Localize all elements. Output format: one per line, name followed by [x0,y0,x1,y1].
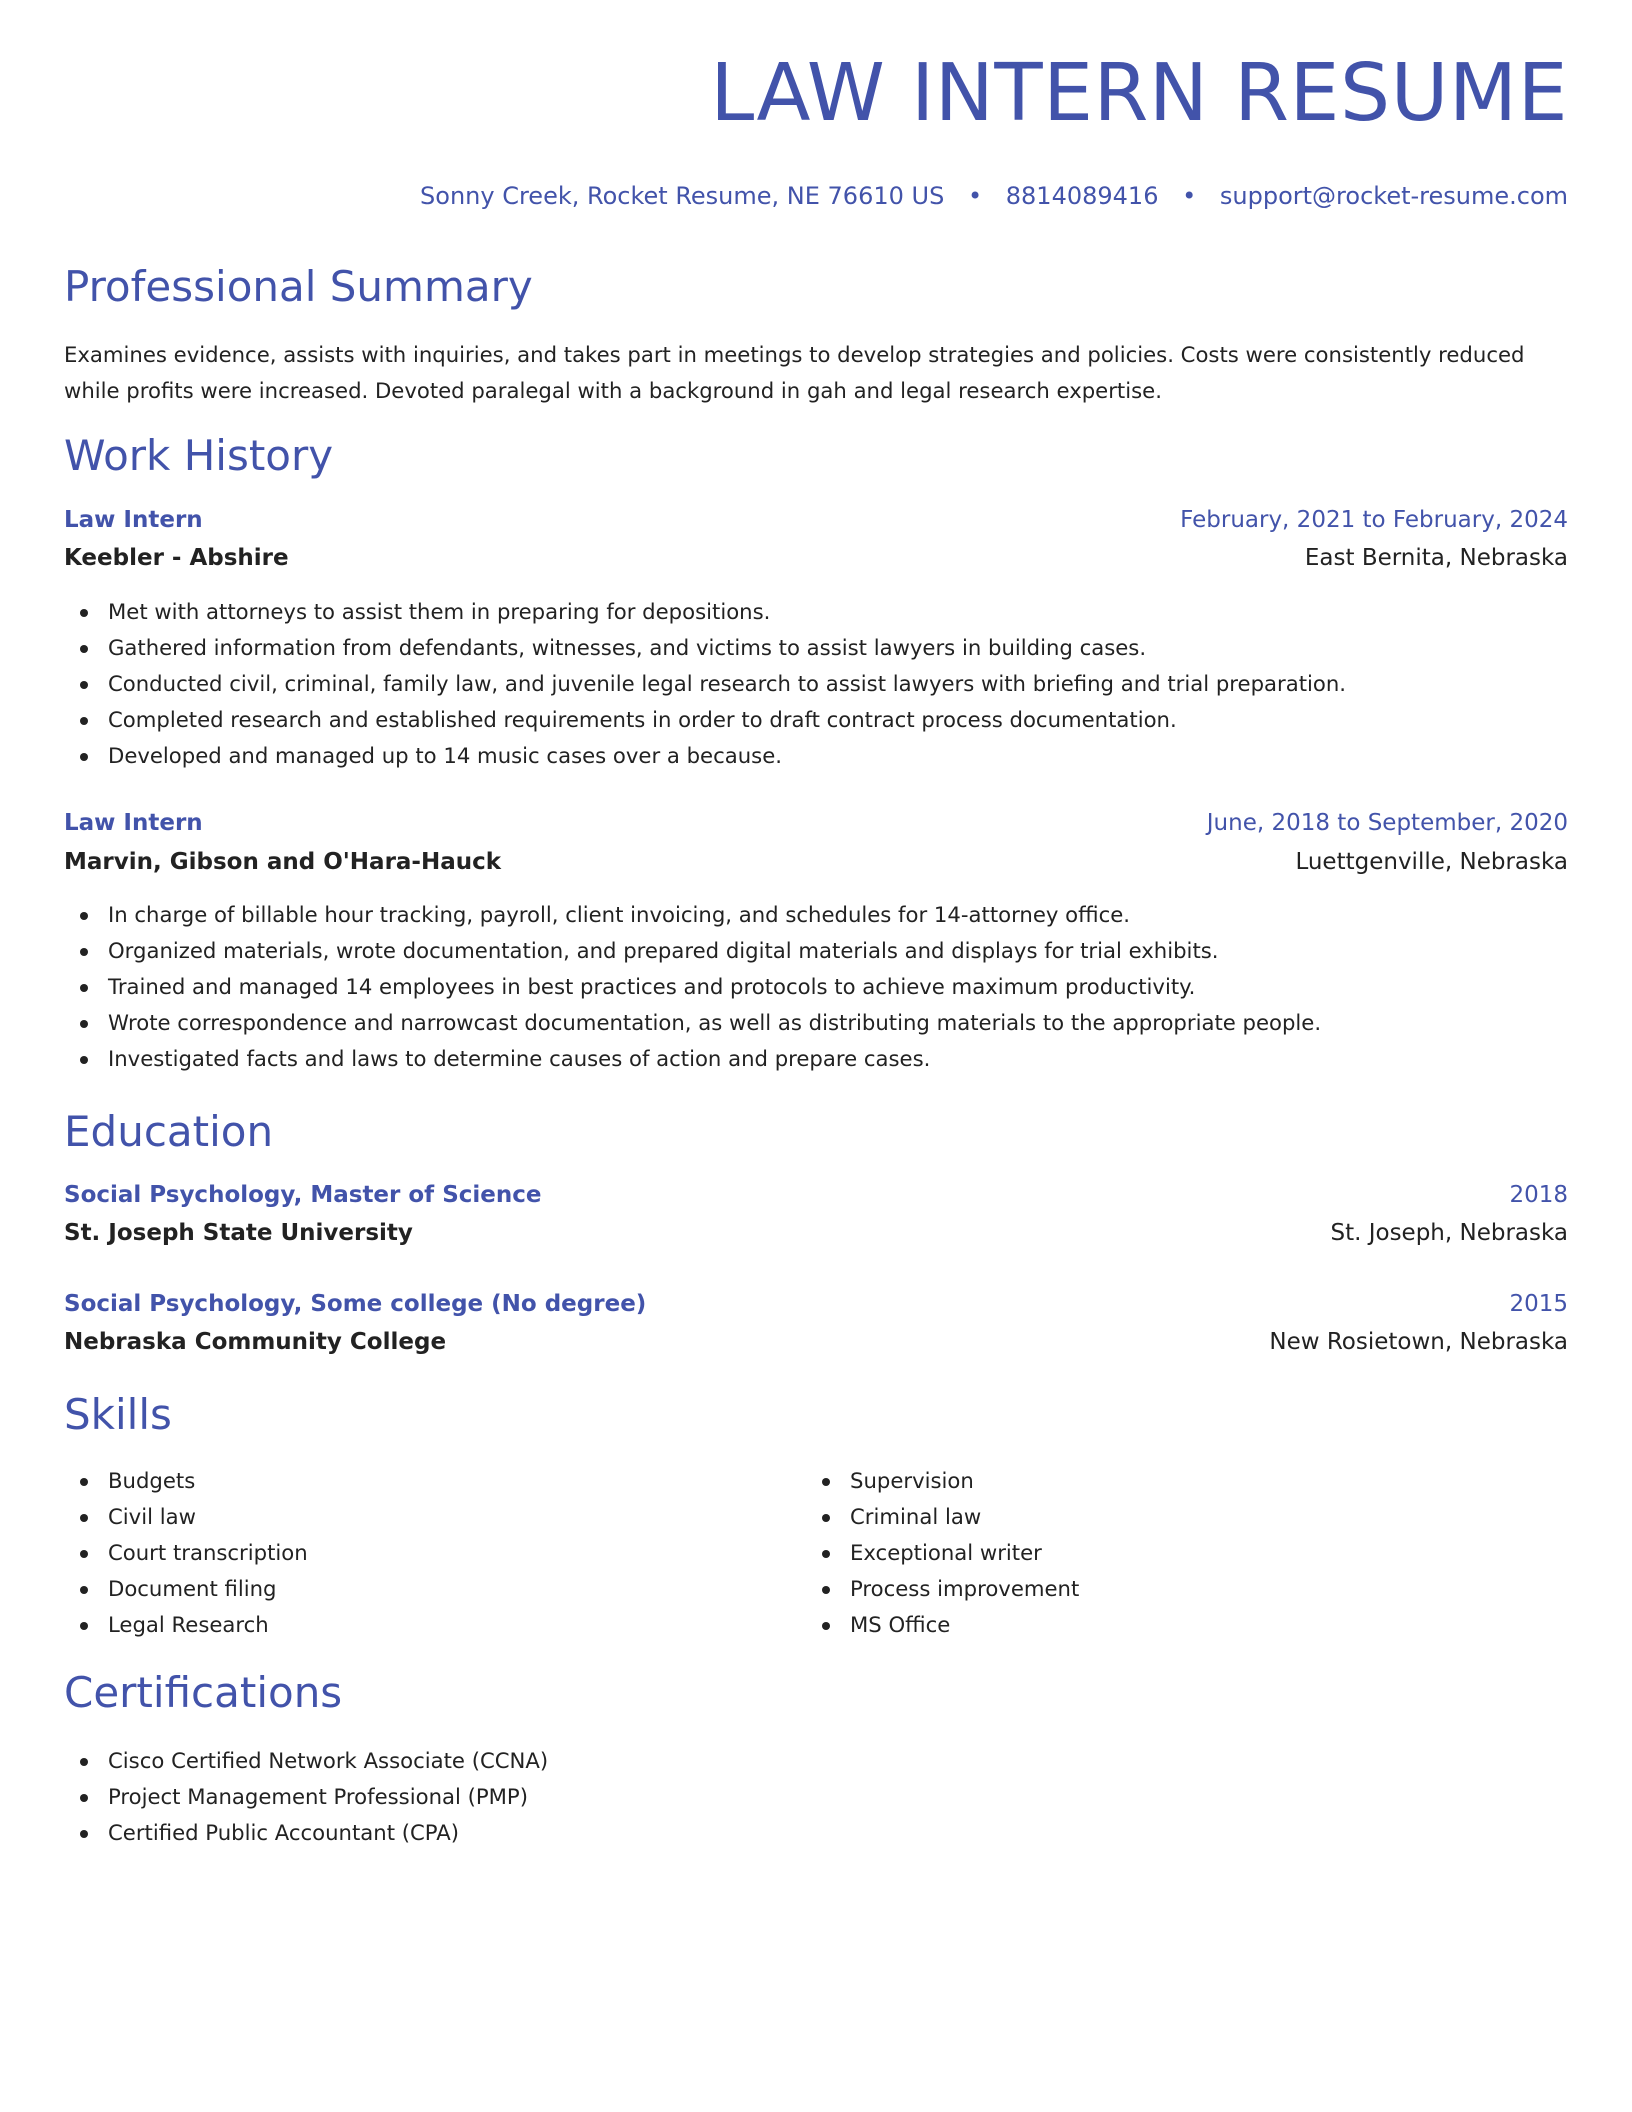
job-title: Law Intern [64,810,203,836]
contact-separator: • [967,182,983,210]
skill-item: Budgets [64,1463,308,1499]
job-company: Marvin, Gibson and O'Hara-Hauck [64,849,502,875]
section-heading-work-history: Work History [64,431,334,480]
job-duties-list [64,594,1346,774]
certification-item: Certified Public Accountant (CPA) [64,1815,548,1851]
skills-list-right [806,1463,1079,1643]
certification-item: Project Management Professional (PMP) [64,1779,548,1815]
job-title: Law Intern [64,507,203,533]
section-heading-skills: Skills [64,1390,172,1439]
section-heading-education: Education [64,1107,274,1156]
education-degree: Social Psychology, Master of Science [64,1182,542,1208]
education-year: 2015 [1509,1291,1568,1317]
job-company: Keebler - Abshire [64,545,289,571]
education-school: Nebraska Community College [64,1329,447,1355]
certifications-list [64,1743,548,1851]
certification-item: Cisco Certified Network Associate (CCNA) [64,1743,548,1779]
skill-item: Exceptional writer [806,1535,1079,1571]
education-location: New Rosietown, Nebraska [1269,1329,1568,1355]
list-item: Gathered information from defendants, witnesses, and victims to assist lawyers in building cases. [64,630,1346,666]
job-duties-list [64,897,1321,1077]
skill-item: Court transcription [64,1535,308,1571]
list-item: Organized materials, wrote documentation, and prepared digital materials and displays for trial exhibits. [64,933,1321,969]
contact-address: Sonny Creek, Rocket Resume, NE 76610 US [420,182,945,210]
skill-item: Legal Research [64,1607,308,1643]
education-year: 2018 [1509,1182,1568,1208]
summary-text: Examines evidence, assists with inquiries, and takes part in meetings to develop strategies and policies. Costs were consistently reduced while profits were increased. Devoted paralegal with a background in gah and legal research expertise. [64,342,1525,403]
contact-email[interactable]: support@rocket-resume.com [1219,182,1568,210]
resume-title: LAW INTERN RESUME [710,47,1568,139]
skill-item: Supervision [806,1463,1079,1499]
list-item: Conducted civil, criminal, family law, and juvenile legal research to assist lawyers with briefing and trial preparation. [64,666,1346,702]
list-item: Completed research and established requirements in order to draft contract process documentation. [64,702,1346,738]
skill-item: Civil law [64,1499,308,1535]
contact-line [420,182,1568,210]
list-item: Met with attorneys to assist them in preparing for depositions. [64,594,1346,630]
skill-item: Document filing [64,1571,308,1607]
job-dates: June, 2018 to September, 2020 [1206,810,1568,836]
list-item: Investigated facts and laws to determine causes of action and prepare cases. [64,1041,1321,1077]
list-item: Developed and managed up to 14 music cases over a because. [64,738,1346,774]
list-item: In charge of billable hour tracking, payroll, client invoicing, and schedules for 14-attorney office. [64,897,1321,933]
education-school: St. Joseph State University [64,1220,413,1246]
job-location: East Bernita, Nebraska [1304,545,1568,571]
education-degree: Social Psychology, Some college (No degree) [64,1291,647,1317]
skill-item: Criminal law [806,1499,1079,1535]
skills-list-left [64,1463,308,1643]
list-item: Trained and managed 14 employees in best practices and protocols to achieve maximum productivity. [64,969,1321,1005]
skill-item: MS Office [806,1607,1079,1643]
job-dates: February, 2021 to February, 2024 [1180,507,1568,533]
skill-item: Process improvement [806,1571,1079,1607]
section-heading-certifications: Certifications [64,1668,343,1717]
list-item: Wrote correspondence and narrowcast documentation, as well as distributing materials to the appropriate people. [64,1005,1321,1041]
education-location: St. Joseph, Nebraska [1330,1220,1568,1246]
job-location: Luettgenville, Nebraska [1295,849,1568,875]
contact-separator: • [1182,182,1197,210]
contact-phone[interactable]: 8814089416 [1005,182,1159,210]
section-heading-summary: Professional Summary [64,262,533,311]
